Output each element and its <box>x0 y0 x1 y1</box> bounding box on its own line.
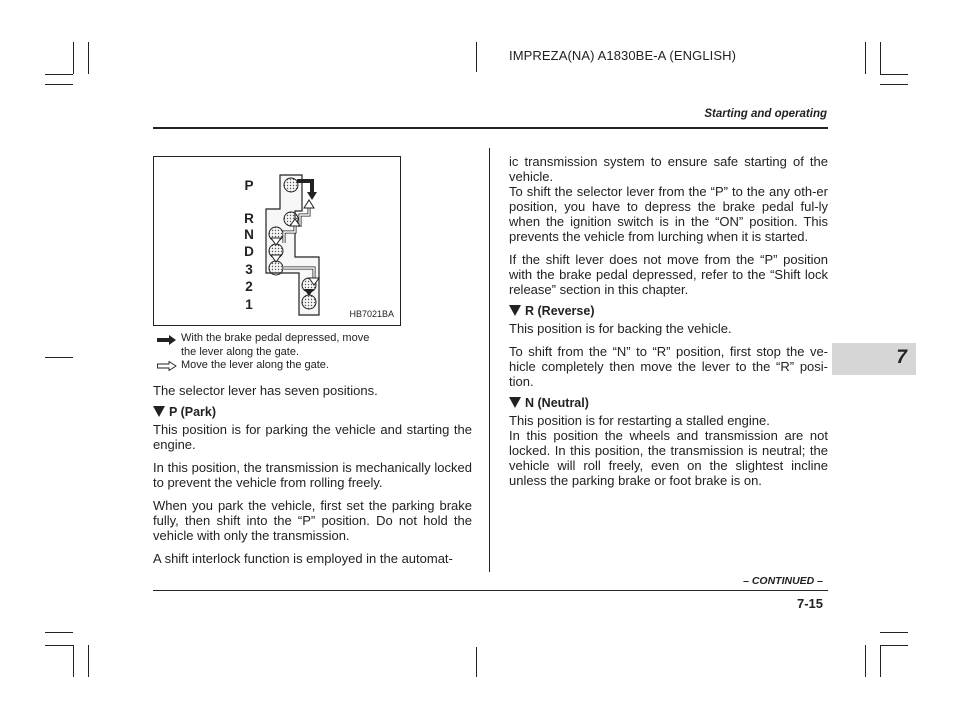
body-paragraph: This position is for restarting a stalled engine. <box>509 413 770 428</box>
body-paragraph: When you park the vehicle, first set the parking brake fully, then shift into the “P” position. Do not hold the vehicle with only the transmission. <box>153 498 472 543</box>
document-id: IMPREZA(NA) A1830BE-A (ENGLISH) <box>509 48 737 63</box>
chapter-number: 7 <box>896 347 907 368</box>
figure-legend <box>155 332 405 373</box>
crop-mark <box>45 74 73 75</box>
gear-label-r: R <box>244 211 254 226</box>
body-paragraph: In this position, the transmission is mechanically locked to prevent the vehicle from rolling freely. <box>153 460 472 490</box>
gear-label-3: 3 <box>245 262 253 277</box>
left-column <box>153 383 472 566</box>
crop-mark <box>880 74 908 75</box>
crop-mark <box>88 645 89 677</box>
crop-mark <box>73 42 74 74</box>
park-heading: P (Park) <box>153 405 472 420</box>
crop-mark <box>73 645 74 677</box>
crop-mark <box>880 645 881 677</box>
crop-mark <box>45 84 73 85</box>
gear-label-n: N <box>244 227 254 242</box>
shift-gate-figure <box>153 156 401 326</box>
legend-text: With the brake pedal depressed, move <box>181 332 370 344</box>
triangle-bullet-icon <box>153 406 165 417</box>
footer-rule <box>153 590 828 591</box>
reverse-heading: R (Reverse) <box>509 304 828 319</box>
triangle-bullet-icon <box>509 397 521 408</box>
right-column <box>509 154 828 488</box>
body-paragraph: If the shift lever does not move from the “P” position with the brake pedal depressed, refer to the “Shift lock release” section in this chapter. <box>509 252 828 297</box>
crop-mark <box>880 632 908 633</box>
body-paragraph: To shift the selector lever from the “P” to the any oth-er position, you have to depress the brake pedal ful-ly when the ignition switch is in the “ON” position. This prevents the vehicle from lurching when it is started. <box>509 184 828 244</box>
crop-mark <box>45 645 73 646</box>
legend-text: Move the lever along the gate. <box>181 359 329 371</box>
page-number: 7-15 <box>796 596 823 611</box>
crop-mark <box>476 42 477 72</box>
solid-arrow-icon <box>157 335 177 345</box>
crop-mark <box>880 645 908 646</box>
body-paragraph: ic transmission system to ensure safe starting of the vehicle. <box>509 154 828 184</box>
body-paragraph: To shift from the “N” to “R” position, first stop the ve-hicle completely then move the lever to the “R” posi-tion. <box>509 344 828 389</box>
legend-item <box>155 332 405 359</box>
crop-mark <box>45 357 73 358</box>
chapter-tab <box>832 343 916 375</box>
crop-mark <box>880 84 908 85</box>
body-paragraph: This position is for backing the vehicle. <box>509 321 732 336</box>
legend-text: the lever along the gate. <box>181 345 300 358</box>
column-divider <box>489 148 490 572</box>
gear-label-d: D <box>244 244 254 259</box>
crop-mark <box>88 42 89 74</box>
header-rule <box>153 127 828 129</box>
section-title: Starting and operating <box>704 108 827 120</box>
gear-label-2: 2 <box>245 279 253 294</box>
crop-mark <box>880 42 881 74</box>
crop-mark <box>865 42 866 74</box>
neutral-heading: N (Neutral) <box>509 396 828 411</box>
body-paragraph: In this position the wheels and transmission are not locked. In this position, the transmission is neutral; the vehicle will roll freely, even on the slightest incline unless the parking brake or foot brake is on. <box>509 428 828 488</box>
legend-item <box>155 359 405 373</box>
figure-code: HB7021BA <box>349 309 394 319</box>
crop-mark <box>45 632 73 633</box>
outline-arrow-icon <box>157 361 177 371</box>
continued-label: – CONTINUED – <box>743 575 823 587</box>
crop-mark <box>476 647 477 677</box>
intro-text: The selector lever has seven positions. <box>153 383 378 398</box>
gear-label-1: 1 <box>245 297 253 312</box>
triangle-bullet-icon <box>509 305 521 316</box>
crop-mark <box>865 645 866 677</box>
shift-gate-diagram <box>154 157 400 325</box>
gear-label-p: P <box>244 178 254 193</box>
body-paragraph: This position is for parking the vehicle and starting the engine. <box>153 422 472 452</box>
body-paragraph: A shift interlock function is employed in the automat- <box>153 551 453 566</box>
